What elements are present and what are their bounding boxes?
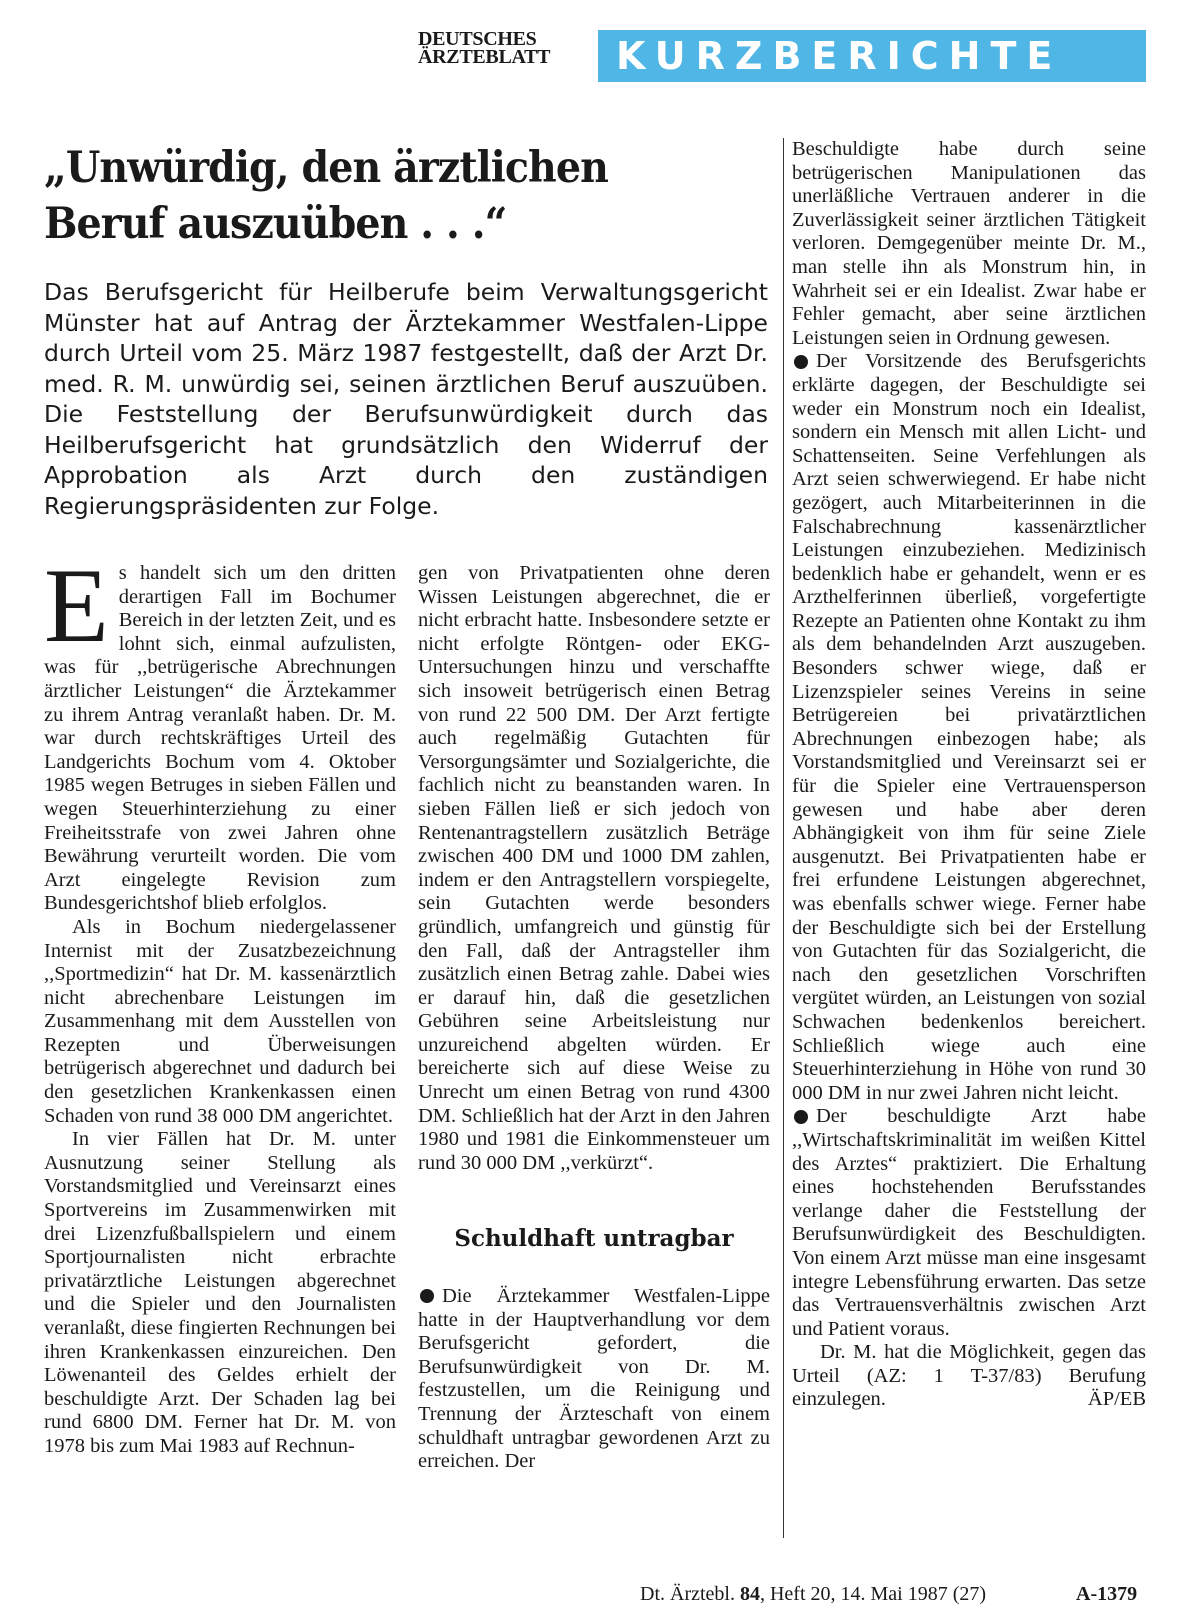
publication-masthead [418,30,588,66]
author-signature: ÄP/EB [1087,1388,1146,1411]
paragraph-3: In vier Fällen hat Dr. M. unter Ausnutzung seiner Stellung als Vorstandsmitglied und Vereinsarzt eines Sportvereins im Zusammenwirken mit drei Lizenzfußballspielern und einem Sportjournalisten nicht erbrachte privatärztliche Leistungen abgerechnet und die Spieler und den Journalisten veranlaßt, diese fingierten Rechnungen bei ihren Krankenkassen einzureichen. Den Löwenanteil des Geldes erhielt der beschuldigte Arzt. Der Schaden lag bei rund 6800 DM. Ferner hat Dr. M. von 1978 bis zum Mai 1983 auf Rechnun- [44,1128,396,1457]
paragraph-8 [792,1105,1146,1341]
citation-prefix: Dt. Ärztebl. [640,1583,740,1605]
page-number: A-1379 [1076,1583,1138,1605]
paragraph-9 [792,1341,1146,1412]
paragraph-1-text: s handelt sich um den dritten derartigen Fall im Bochumer Bereich in der letzten Zeit, und es lohnt sich, einmal aufzulisten, was für ,,betrügerische Abrechnungen ärztlicher Leistungen“ die Ärztekammer zu ihrem Antrag veranlaßt haben. Dr. M. war durch rechtskräftiges Urteil des Landgerichts Bochum vom 4. Oktober 1985 wegen Betruges in sieben Fällen und wegen Steuerhinterziehung zu einer Freiheitsstrafe von zwei Jahren ohne Bewährung verurteilt worden. Die vom Arzt eingelegte Revision zum Bundesgerichtshof blieb erfolglos. [44,562,396,915]
bullet-icon [794,355,808,369]
citation-suffix: , Heft 20, 14. Mai 1987 (27) [759,1583,987,1605]
column-2 [418,562,770,1474]
article-headline: „Unwürdig, den ärztlichen Beruf auszuüben . . .“ [44,143,608,249]
paragraph-5 [418,1285,770,1474]
column-divider [783,138,784,1538]
drop-cap: E [44,547,109,664]
footer-citation [640,1583,986,1606]
paragraph-7-text: Der Vorsitzende des Berufsgerichts erklärte dagegen, der Beschuldigte sei weder ein Monstrum noch ein Idealist, sondern ein Mensch mit allen Licht- und Schattenseiten. Seine Verfehlungen als Arzt seien schwerwiegend. Er habe nicht gezögert, auch Mitarbeiterinnen in die Falschabrechnung kassenärztlicher Leistungen einzubeziehen. Medizinisch bedenklich habe er gehandelt, wenn er es Arzthelferinnen überließ, vorgefertigte Rezepte an Patienten ohne Kontakt zu ihm als dem behandelnden Arzt auszugeben. Besonders schwer wiege, daß er Lizenzspieler seines Vereins in seine Betrügereien bei privatärztlichen Abrechnungen einbezogen habe; als Vorstandsmitglied und Vereinsarzt sei er für die Spieler eine Vertrauensperson gewesen und habe aber deren Abhängigkeit von ihm für seine Ziele ausgenutzt. Bei Privatpatienten habe er frei erfundene Leistungen abgerechnet, was ebenfalls schwer wiege. Ferner habe der Beschuldigte sich bei der Erstellung von Gutachten für das Sozialgericht, die nach den gesetzlichen Vorschriften vergütet würden, an Leistungen von sozial Schwachen bedenkenlos bereichert. Schließlich wiege auch eine Steuerhinterziehung in Höhe von rund 30 000 DM in nur zwei Jahren nicht leicht. [792,350,1146,1104]
bullet-icon [794,1110,808,1124]
paragraph-5-text: Die Ärztekammer Westfalen-Lippe hatte in der Hauptverhandlung vor dem Berufsgericht gefordert, die Berufsunwürdigkeit von Dr. M. festzustellen, um die Reinigung und Trennung der Ärzteschaft von einem schuldhaft untragbar gewordenen Arzt zu erreichen. Der [418,1285,770,1473]
article-lead: Das Berufsgericht für Heilberufe beim Verwaltungsgericht Münster hat auf Antrag der Ärztekammer Westfalen-Lippe durch Urteil vom 25. März 1987 festgestellt, daß der Arzt Dr. med. R. M. unwürdig sei, seinen ärztlichen Beruf auszuüben. Die Feststellung der Berufsunwürdigkeit durch das Heilberufsgericht hat grundsätzlich den Widerruf der Approbation als Arzt durch den zuständigen Regierungspräsidenten zur Folge. [44,278,768,520]
paragraph-1 [44,547,396,916]
paragraph-2: Als in Bochum niedergelassener Internist mit der Zusatzbezeichnung ,,Sportmedizin“ hat Dr. M. kassenärztlich nicht abrechenbare Leistungen im Zusammenhang mit dem Ausstellen von Rezepten und Überweisungen betrügerisch abgerechnet und dadurch bei den gesetzlichen Krankenkassen einen Schaden von rund 38 000 DM angerichtet. [44,915,396,1127]
masthead-line-1: DEUTSCHES [418,28,537,50]
column-3 [792,138,1146,1412]
column-1 [44,547,396,1459]
masthead-line-2: ÄRZTEBLATT [418,46,551,68]
section-banner: KURZBERICHTE [598,30,1146,82]
paragraph-8-text: Der beschuldigte Arzt habe ,,Wirtschaftskriminalität im weißen Kittel des Arztes“ praktiziert. Die Erhaltung eines hochstehenden Berufsstandes verlange daher die Feststellung der Berufsunwürdigkeit des Beschuldigten. Von einem Arzt müsse man eine insgesamt integre Lebensführung erwarten. Das setze das Vertrauensverhältnis zwischen Arzt und Patient voraus. [792,1105,1146,1340]
paragraph-6: Beschuldigte habe durch seine betrügerischen Manipulationen das unerläßliche Vertrauen anderer in die Zuverlässigkeit seiner ärztlichen Tätigkeit verloren. Demgegenüber meinte Dr. M., man stelle ihn als Monstrum hin, in Wahrheit sei er ein Idealist. Zwar habe er Fehler gemacht, aber seine ärztlichen Leistungen seien in Ordnung gewesen. [792,138,1146,349]
subheading: Schuldhaft untragbar [454,1225,734,1253]
paragraph-7 [792,350,1146,1105]
bullet-icon [420,1289,434,1303]
paragraph-4: gen von Privatpatienten ohne deren Wissen Leistungen abgerechnet, die er nicht erbracht hatte. Insbesondere setzte er nicht erfolgte Röntgen- oder EKG-Untersuchungen hinzu und verschaffte sich insoweit betrügerisch einen Betrag von rund 22 500 DM. Der Arzt fertigte auch regelmäßig Gutachten für Versorgungsämter und Sozialgerichte, die fachlich nicht zu beanstanden waren. In sieben Fällen ließ er sich jedoch von Rentenantragstellern zusätzlich Beträge zwischen 400 DM und 1000 DM zahlen, indem er den Antragstellern vorspiegelte, sein Gutachten werde besonders gründlich, umfangreich und günstig für den Fall, daß der Antragsteller ihm zusätzlich einen Betrag zahle. Dabei wies er darauf hin, daß die gesetzlichen Gebühren seine Arbeitsleistung nur unzureichend abgelten würden. Er bereicherte sich auf diese Weise zu Unrecht um einen Betrag von rund 4300 DM. Schließlich hat der Arzt in den Jahren 1980 und 1981 die Einkommensteuer um rund 30 000 DM ,,verkürzt“. [418,562,770,1174]
citation-volume: 84 [739,1583,760,1605]
paragraph-9-text: Dr. M. hat die Möglichkeit, gegen das Urteil (AZ: 1 T-37/83) Berufung einzulegen. [792,1341,1146,1411]
